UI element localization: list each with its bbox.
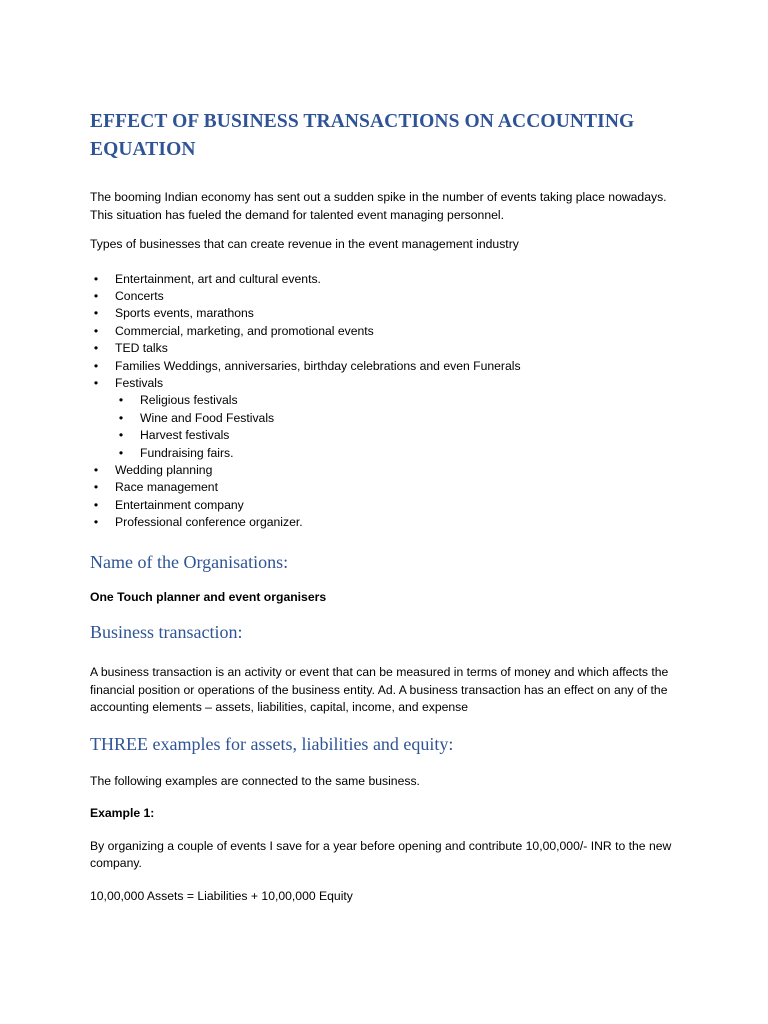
bullet-icon: • [93,515,99,530]
bullet-icon: • [118,428,124,443]
example-1-equation: 10,00,000 Assets = Liabilities + 10,00,000 Equity [90,888,353,903]
example-1-text: By organizing a couple of events I save for a year before opening and contribute 10,00,000/- INR to the new company. [90,838,672,871]
sub-list-item: • Wine and Food Festivals [90,410,690,427]
business-transaction-description: A business transaction is an activity or event that can be measured in terms of money and which affects the financial position or operations of the business entity. Ad. A business transaction has an effect on any of the accounting elements – assets, liabilities, capital, income, and expense [90,665,669,715]
bullet-icon: • [93,358,99,373]
list-item: • Festivals [90,375,690,392]
bullet-icon: • [93,462,99,477]
intro-paragraph: The booming Indian economy has sent out a sudden spike in the number of events taking place nowadays. This situation has fueled the demand for talented event managing personnel. [90,190,667,222]
business-types-list [90,271,690,393]
bullet-icon: • [93,271,99,286]
example-1-label: Example 1: [90,806,155,821]
bullet-icon: • [93,375,99,390]
document-title: EFFECT OF BUSINESS TRANSACTIONS ON ACCOUNTING EQUATION [90,111,635,160]
types-heading: Types of businesses that can create revenue in the event management industry [90,237,519,251]
organisation-heading: Name of the Organisations: [90,551,289,572]
bullet-icon: • [118,445,124,460]
bullet-icon: • [93,341,99,356]
list-item: • Commercial, marketing, and promotional events [90,323,690,340]
bullet-icon: • [93,497,99,512]
examples-heading: THREE examples for assets, liabilities and equity: [90,733,454,754]
bullet-icon: • [118,393,124,408]
list-item: • Wedding planning [90,462,690,479]
bullet-icon: • [118,410,124,425]
festival-types-list [90,392,690,462]
sub-list-item: • Religious festivals [90,392,690,409]
bullet-icon: • [93,288,99,303]
list-item: • TED talks [90,340,690,357]
list-item: • Families Weddings, anniversaries, birthday celebrations and even Funerals [90,358,690,375]
sub-list-item: • Fundraising fairs. [90,445,690,462]
bullet-icon: • [93,306,99,321]
organisation-name: One Touch planner and event organisers [90,589,327,604]
list-item: • Sports events, marathons [90,305,690,322]
document-page [90,108,690,905]
business-types-list-continued [90,462,690,532]
examples-intro: The following examples are connected to the same business. [90,773,420,788]
list-item: • Race management [90,479,690,496]
list-item: • Entertainment company [90,497,690,514]
bullet-icon: • [93,480,99,495]
business-transaction-heading: Business transaction: [90,622,243,643]
list-item: • Entertainment, art and cultural events. [90,271,690,288]
bullet-icon: • [93,323,99,338]
sub-list-item: • Harvest festivals [90,427,690,444]
list-item: • Professional conference organizer. [90,514,690,531]
list-item: • Concerts [90,288,690,305]
